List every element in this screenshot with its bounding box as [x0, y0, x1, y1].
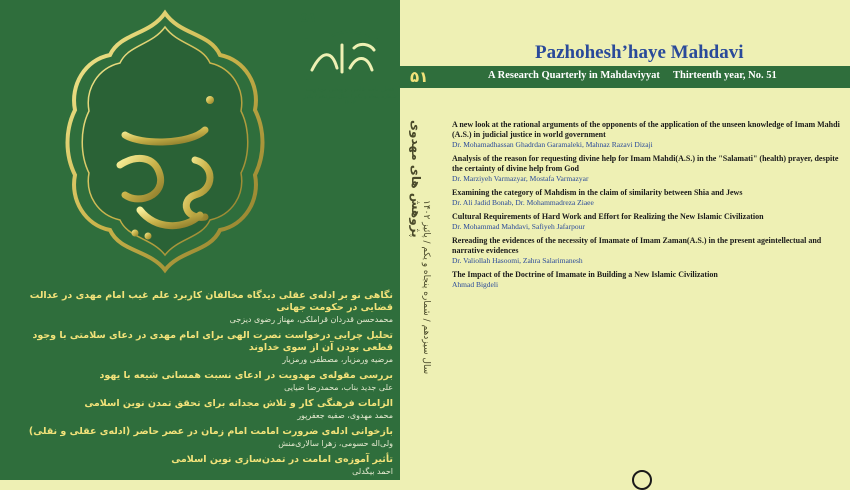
article-title: بازخوانی ادله‌ی ضرورت امامت امام زمان در عصر حاضر (ادله‌ی عقلی و نقلی)	[28, 426, 393, 437]
list-item	[8, 370, 393, 393]
article-title: نگاهی نو بر ادله‌ی عقلی دیدگاه مخالفان کاربرد علم غیب امام مهدی در عدالت قضایی در حکومت جهانی	[29, 290, 393, 313]
persian-articles-list	[8, 290, 393, 480]
article-title: Cultural Requirements of Hard Work and Effort for Realizing the New Islamic Civilization	[452, 212, 764, 221]
article-title: تحلیل چرایی درخواست نصرت الهی برای امام مهدی در دعای سلامتی با وجود قطعی بودن آن از سوی خداوند	[32, 330, 393, 353]
logo-caption: فصل نامه علمی ترویجی مهدویت	[305, 85, 395, 93]
spine-issue: سال سیزدهم / شماره پنجاه و یکم / پائیز ۱۴۰۲	[421, 200, 431, 375]
article-title: الزامات فرهنگی کار و تلاش مجدانه برای تحقق تمدن نوین اسلامی	[84, 398, 393, 409]
article-title: Examining the category of Mahdism in the claim of similarity between Shia and Jews	[452, 188, 743, 197]
article-title: Rereading the evidences of the necessity of Imamate of Imam Zaman(A.S.) in the present ageintellectual and narrative evidences	[452, 236, 822, 255]
article-author: Dr. Ali Jadid Bonab, Dr. Mohammadreza Ziaee	[452, 198, 594, 207]
article-author: علی جدید بناب، محمدرضا ضیایی	[284, 383, 393, 392]
article-author: Ahmad Bigdeli	[452, 280, 499, 289]
article-title: A new look at the rational arguments of the opponents of the application of the unseen knowledge of Imam Mahdi (A.S.) in judicial justice in world government	[452, 120, 840, 139]
article-title: تأثیر آموزه‌ی امامت در تمدن‌سازی نوین اسلامی	[171, 454, 393, 465]
band-issue-number: ۵۱	[410, 68, 429, 86]
article-title: بررسی مقوله‌ی مهدویت در ادعای نسبت همسانی شیعه با یهود	[99, 370, 393, 381]
spine-text	[405, 120, 435, 450]
article-author: مرضیه ورمزیار، مصطفی ورمزیار	[282, 355, 393, 364]
calligraphy-emblem	[60, 5, 270, 275]
logo-issue-caption: شماره پنجاه و یکم / سال سیزدهم / پائیز ۱۴۰۲	[303, 94, 397, 106]
article-author: ولی‌اله حسومی، زهرا سالاری‌منش	[278, 439, 393, 448]
english-articles-list	[452, 120, 847, 294]
spine-title: پژوهش های مهدوی	[409, 120, 423, 238]
list-item	[452, 236, 847, 266]
logo-issue-number: ۵۱	[300, 10, 318, 26]
journal-title: Pazhohesh’haye Mahdavi	[535, 42, 744, 63]
list-item	[452, 188, 847, 208]
list-item	[8, 330, 393, 365]
list-item	[8, 454, 393, 477]
list-item	[452, 212, 847, 232]
journal-logo	[302, 30, 382, 85]
article-author: محمد مهدوی، صفیه جعفرپور	[297, 411, 393, 420]
article-author: Dr. Mohammad Mahdavi, Safiyeh Jafarpour	[452, 222, 585, 231]
article-author: Dr. Valiollah Hasoomi, Zahra Salarimanesh	[452, 256, 583, 265]
article-author: محمدحسن قدردان قراملکی، مهناز رضوی دیزجی	[229, 315, 393, 324]
list-item	[452, 154, 847, 184]
journal-year: Thirteenth year, No. 51	[673, 70, 777, 81]
list-item	[8, 426, 393, 449]
list-item	[8, 290, 393, 325]
article-title: Analysis of the reason for requesting divine help for Imam Mahdi(A.S.) in the "Salamati" (health) prayer, despite the certainty of divine help from God	[452, 154, 839, 173]
circle-mark	[632, 470, 652, 490]
journal-subtitle: A Research Quarterly in Mahdaviyyat	[488, 70, 660, 81]
article-title: The Impact of the Doctrine of Imamate in Building a New Islamic Civilization	[452, 270, 718, 279]
list-item	[452, 120, 847, 150]
list-item	[452, 270, 847, 290]
article-author: احمد بیگدلی	[352, 467, 393, 476]
list-item	[8, 398, 393, 421]
article-author: Dr. Mohamadhassan Ghadrdan Garamaleki, Mahnaz Razavi Dizaji	[452, 140, 653, 149]
article-author: Dr. Marziyeh Varmazyar, Mostafa Varmazyar	[452, 174, 589, 183]
